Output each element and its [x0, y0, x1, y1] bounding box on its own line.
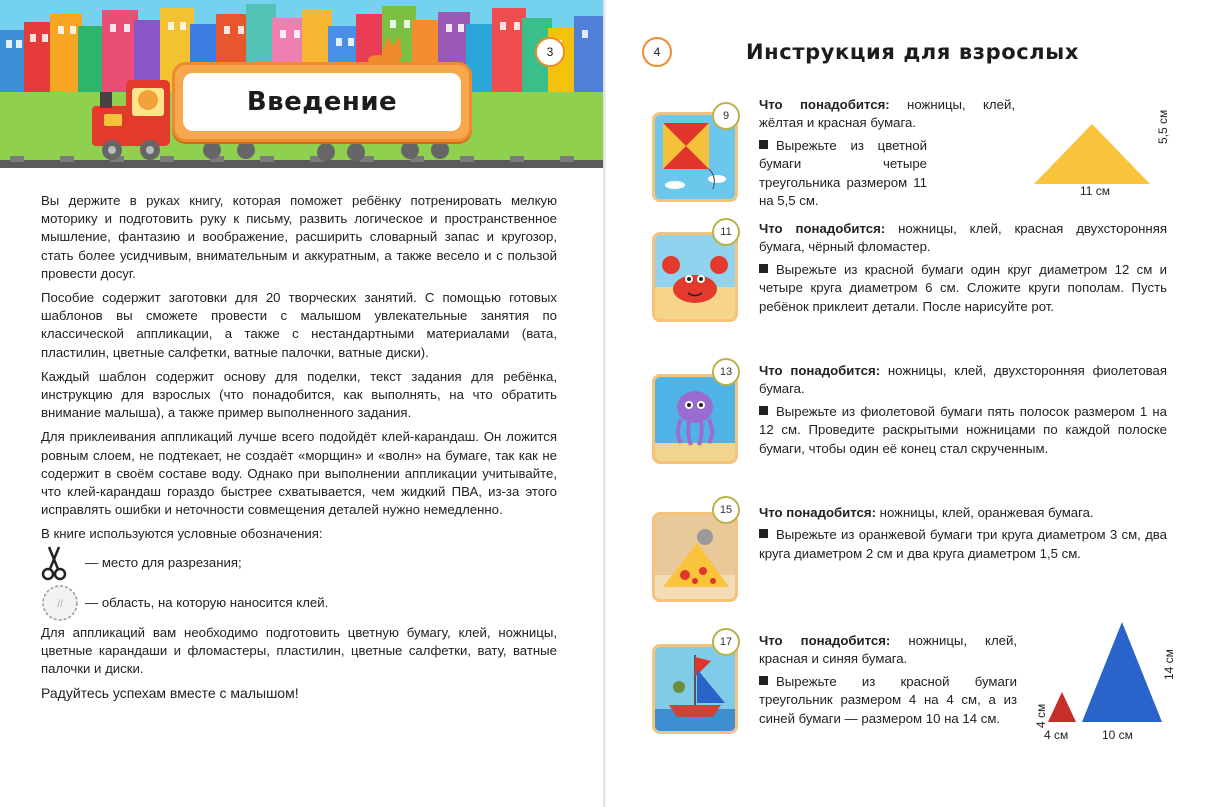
needs-label: Что понадобится:	[759, 363, 881, 378]
dim-small-width: 4 см	[1044, 728, 1069, 742]
dim-width-label: 11 см	[1080, 184, 1111, 198]
svg-text://: //	[57, 598, 63, 610]
needs-label: Что понадобится:	[759, 633, 891, 648]
legend-glue-text: — область, на которую наносится клей.	[85, 594, 329, 610]
item-number-badge: 9	[712, 102, 740, 130]
item-description	[759, 362, 1167, 462]
needs-text: ножницы, клей, двухсторонняя фиолетовая бумага.	[759, 363, 1167, 397]
intro-paragraph-1: Вы держите в руках книгу, которая поможет ребёнку потренировать мелкую моторику и подготовить руку к письму, развить логическое и пространственное мышление, фантазию и воображение, расширить словарный запас и кругозор, стать более усидчивым, внимательным и аккуратным, а также весело и с пользой провести досуг.	[41, 193, 557, 281]
triangles-diagram	[1038, 618, 1168, 728]
dim-small-height: 4 см	[1034, 703, 1048, 728]
title-card-inner	[183, 73, 461, 131]
intro-paragraph-4: Для приклеивания аппликаций лучше всего подойдёт клей-карандаш. Он ложится ровным слоем, не подтекает, не создаёт «морщин» и «волн» на бумаге, так как не содержит в своём составе воду. Однако при выполнении аппликации учитывайте, что клей-карандаш гораздо быстрее схватывается, чем жидкий ПВА, из-за этого исправлять ошибки и неточности совмещения деталей нужно немедленно.	[41, 429, 557, 518]
item-number-badge: 15	[712, 496, 740, 524]
needs-label: Что понадобится:	[759, 97, 890, 112]
legend-scissors-text: — место для разрезания;	[85, 554, 242, 570]
page-number-badge-right: 4	[642, 37, 672, 67]
step-text: Вырежьте из оранжевой бумаги три круга диаметром 3 см, два круга диаметром 2 см и два круга диаметром 1,5 см.	[759, 527, 1167, 561]
dim-height-label: 5,5 см	[1156, 109, 1170, 144]
thumbnail-cheese	[652, 512, 738, 602]
closing-line: Радуйтесь успехам вместе с малышом!	[41, 685, 299, 702]
intro-paragraph-2: Пособие содержит заготовки для 20 творческих занятий. С помощью готовых шаблонов вы сможете провести с малышом увлекательные занятия по классической аппликации, а также с нестандартными материалами (вата, пластилин, цветные салфетки, ватные палочки, ватные диски).	[41, 290, 557, 360]
glue-area-icon	[41, 584, 85, 622]
legend-glue-row	[41, 584, 557, 622]
step-text: Вырежьте из красной бумаги треугольник размером 4 на 4 см, а из синей бумаги — размером 10 на 14 см.	[759, 673, 1017, 726]
step-text: Вырежьте из цветной бумаги четыре треугольника размером 11 на 5,5 см.	[759, 137, 927, 209]
step-text: Вырежьте из красной бумаги один круг диаметром 12 см и четыре круга диаметром 6 см. Сложите круги пополам. Пусть ребёнок приклеит детали. После нарисуйте рот.	[759, 261, 1167, 314]
needs-text: ножницы, клей, красная и синяя бумага.	[759, 633, 1018, 667]
item-description	[759, 632, 1017, 732]
thumbnail-boat	[652, 644, 738, 734]
item-description	[759, 220, 1167, 320]
bullet-square-icon	[759, 406, 768, 415]
scissors-icon	[41, 544, 85, 582]
item-number-badge: 13	[712, 358, 740, 386]
thumbnail-octopus	[652, 374, 738, 464]
needs-label: Что понадобится:	[759, 221, 886, 236]
bullet-square-icon	[759, 264, 768, 273]
needs-text: ножницы, клей, красная двухсторонняя бумага, чёрный фломастер.	[759, 221, 1167, 255]
right-page	[606, 0, 1207, 807]
bullet-square-icon	[759, 140, 768, 149]
intro-paragraph-3: Каждый шаблон содержит основу для поделки, текст задания для ребёнка, инструкцию для взрослых (что понадобится, как выполнять, на что обратить внимание малыша), а также пример выполненного задания.	[41, 368, 557, 421]
page-title: Введение	[246, 87, 398, 117]
item-description	[759, 504, 1167, 567]
bullet-square-icon	[759, 529, 768, 538]
item-number-badge: 17	[712, 628, 740, 656]
yellow-triangle-diagram	[1032, 122, 1158, 186]
legend-scissors-row	[41, 544, 557, 582]
needs-text: ножницы, клей, оранжевая бумага.	[879, 505, 1094, 520]
item-description	[759, 96, 1015, 214]
instructions-title: Инструкция для взрослых	[746, 40, 1080, 64]
dim-big-width: 10 см	[1102, 728, 1133, 742]
legend-intro: В книге используются условные обозначения:	[41, 526, 323, 542]
page-number-badge: 3	[535, 37, 565, 67]
dim-big-height: 14 см	[1162, 649, 1176, 680]
intro-text	[41, 192, 557, 708]
city-train-banner	[0, 0, 604, 178]
step-text: Вырежьте из фиолетовой бумаги пять полосок размером 1 на 12 см. Проведите раскрытыми ножницами по каждой полоске бумаги, чтобы один её конец стал скрученным.	[759, 403, 1167, 456]
title-card	[172, 62, 472, 142]
needs-label: Что понадобится:	[759, 505, 876, 520]
needs-text: ножницы, клей, жёлтая и красная бумага.	[759, 97, 1015, 131]
item-number-badge: 11	[712, 218, 740, 246]
materials-paragraph: Для аппликаций вам необходимо подготовить цветную бумагу, клей, ножницы, цветные карандаши и фломастеры, пластилин, цветные салфетки, вату, ватные палочки и диски.	[41, 624, 557, 677]
bullet-square-icon	[759, 676, 768, 685]
